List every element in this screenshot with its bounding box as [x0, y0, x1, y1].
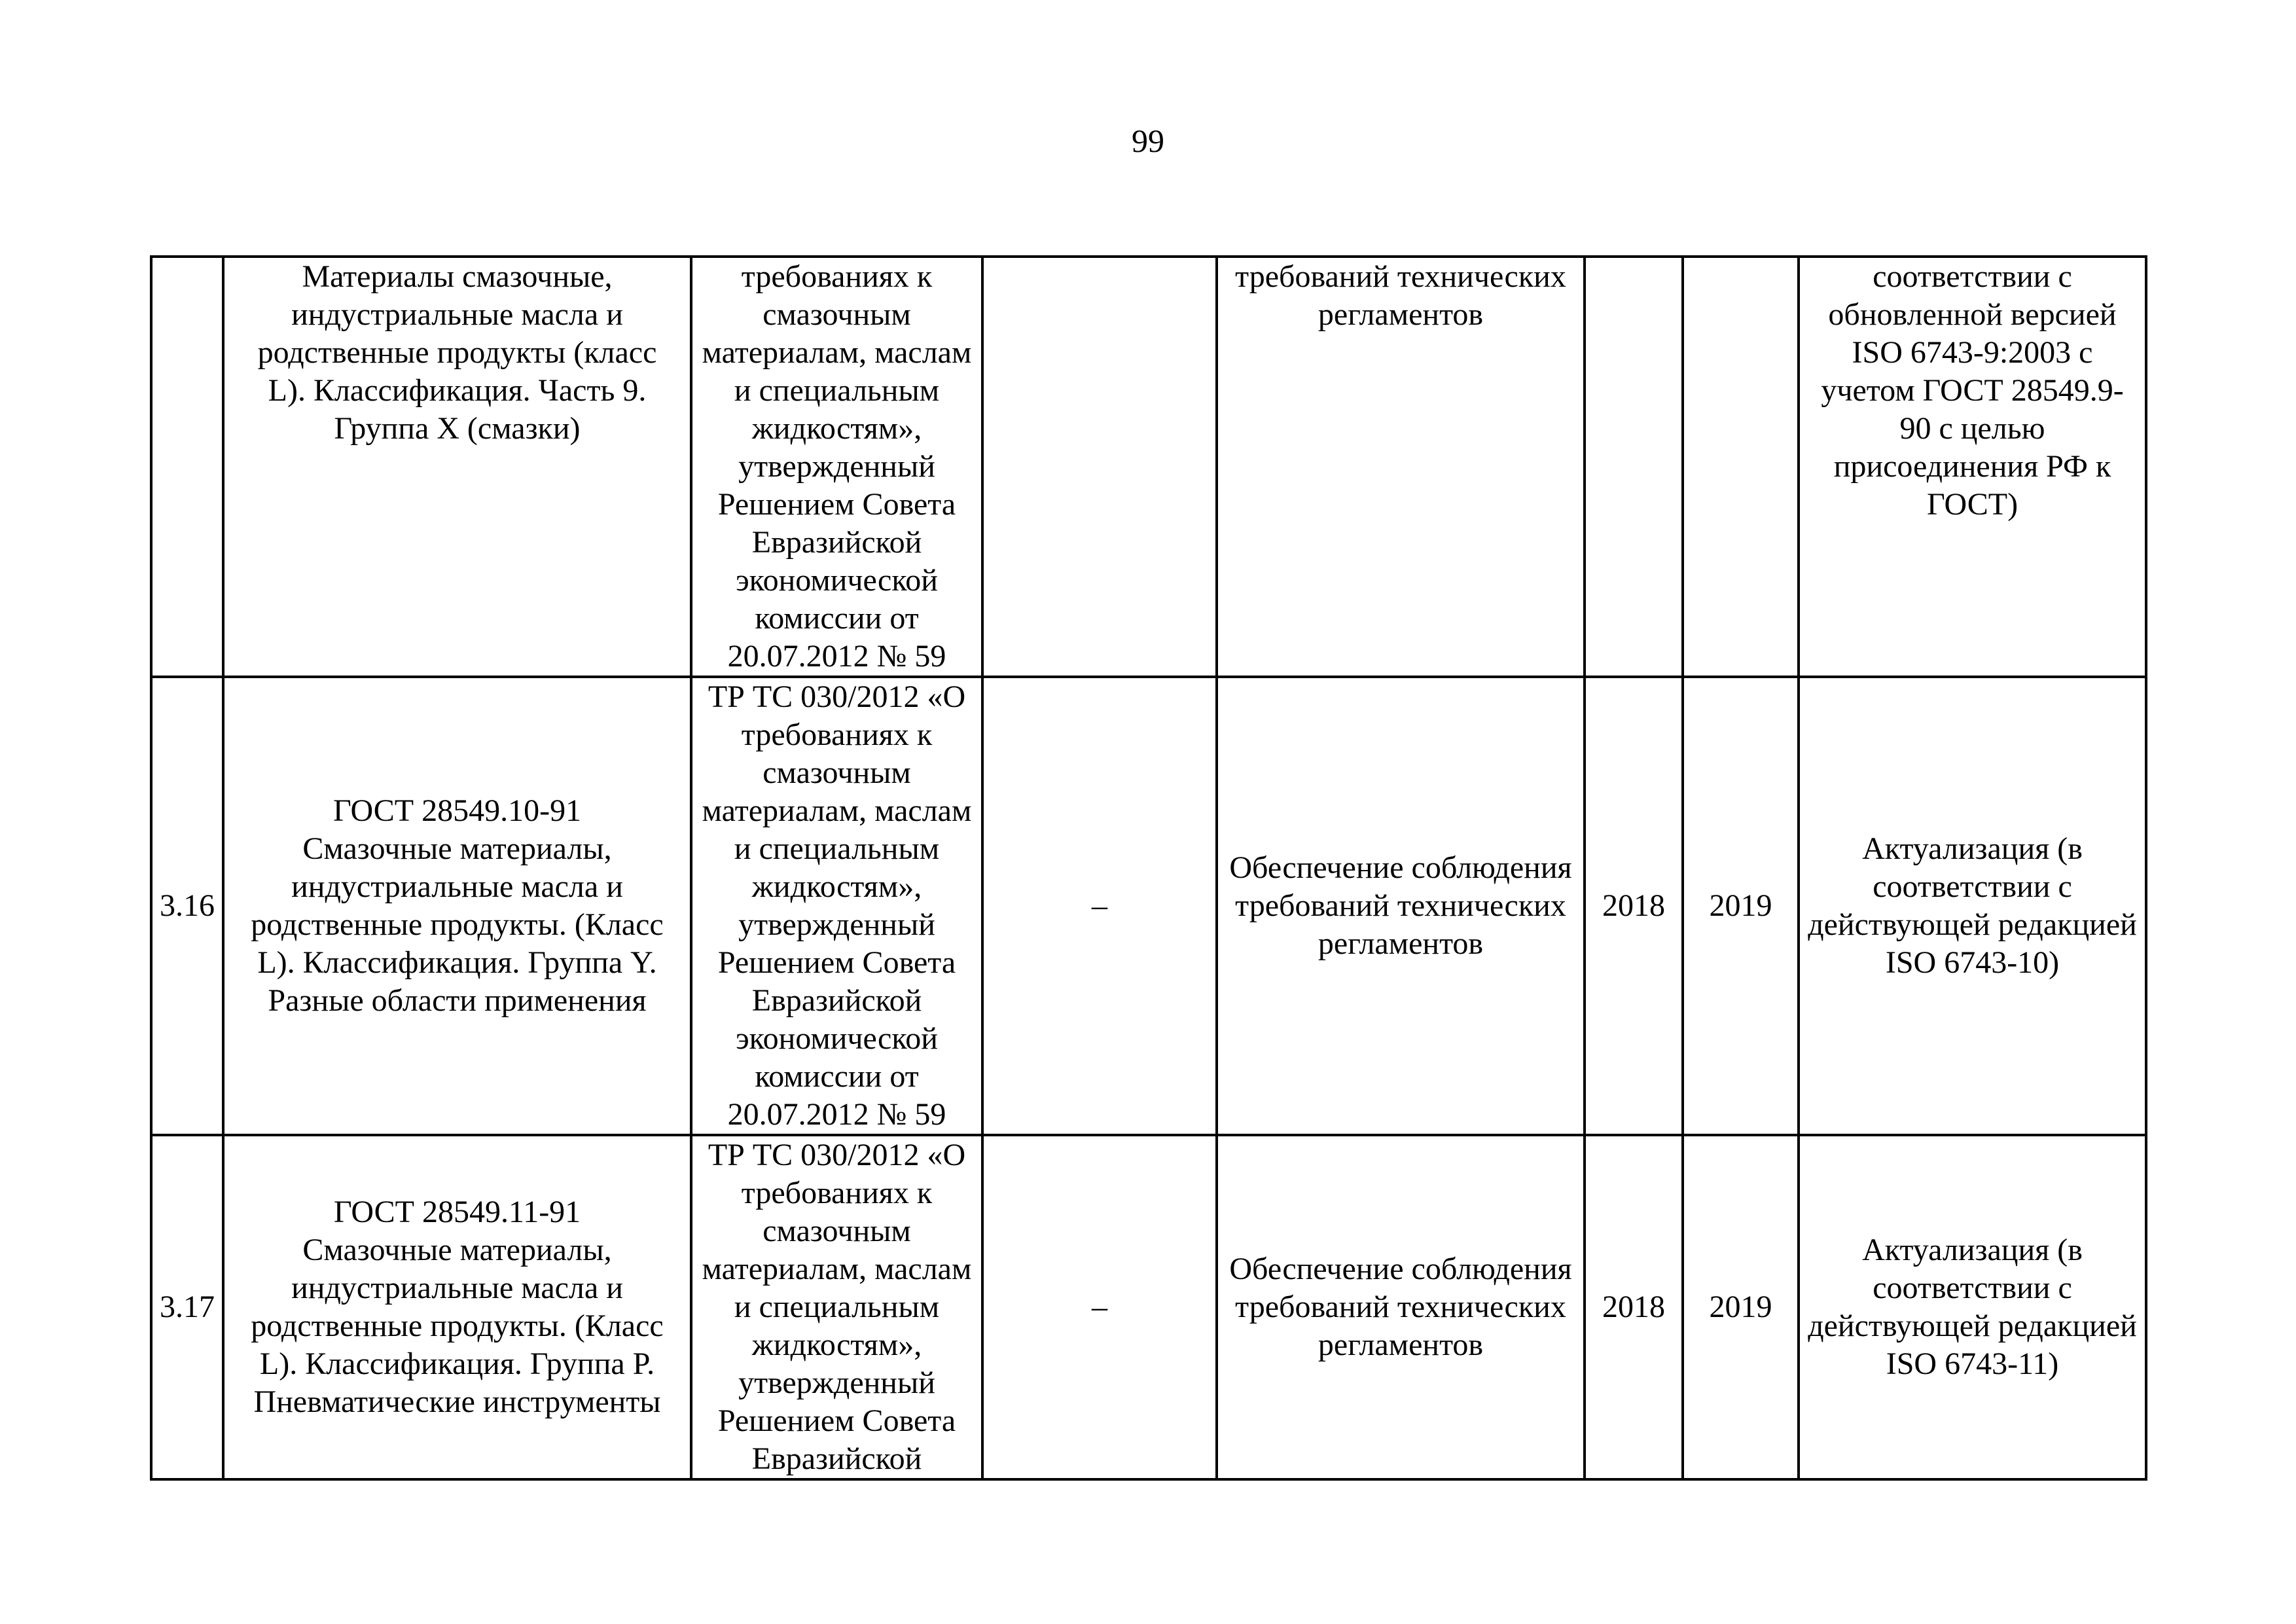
start-year-cell: [1585, 257, 1683, 677]
regulation-cell: ТР ТС 030/2012 «О требованиях к смазочным материалам, маслам и специальным жидкостям», утвержденный Решением Совета Евразийской экономической комиссии от 20.07.2012 № 59: [691, 677, 982, 1135]
standard-name-cell: ГОСТ 28549.11-91 Смазочные материалы, индустриальные масла и родственные продукты. (Класс L). Классификация. Группа P. Пневматические инструменты: [223, 1135, 691, 1479]
standards-table: [150, 255, 2147, 1481]
code-cell: –: [982, 677, 1217, 1135]
row-number-cell: 3.16: [151, 677, 223, 1135]
end-year-cell: [1683, 257, 1799, 677]
note-cell: Актуализация (в соответствии с действующей редакцией ISO 6743-11): [1799, 1135, 2146, 1479]
table-row: [151, 1135, 2146, 1479]
regulation-cell: требованиях к смазочным материалам, маслам и специальным жидкостям», утвержденный Решением Совета Евразийской экономической комиссии от 20.07.2012 № 59: [691, 257, 982, 677]
table-row: [151, 677, 2146, 1135]
table-row: [151, 257, 2146, 677]
end-year-cell: 2019: [1683, 677, 1799, 1135]
page-number: 99: [1132, 122, 1164, 159]
end-year-cell: 2019: [1683, 1135, 1799, 1479]
note-cell: соответствии с обновленной версией ISO 6743-9:2003 с учетом ГОСТ 28549.9- 90 с целью присоединения РФ к ГОСТ): [1799, 257, 2146, 677]
row-number-cell: 3.17: [151, 1135, 223, 1479]
code-cell: –: [982, 1135, 1217, 1479]
regulation-cell: ТР ТС 030/2012 «О требованиях к смазочным материалам, маслам и специальным жидкостям», утвержденный Решением Совета Евразийской: [691, 1135, 982, 1479]
note-cell: Актуализация (в соответствии с действующей редакцией ISO 6743-10): [1799, 677, 2146, 1135]
start-year-cell: 2018: [1585, 1135, 1683, 1479]
purpose-cell: требований технических регламентов: [1217, 257, 1585, 677]
standard-name-cell: Материалы смазочные, индустриальные масла и родственные продукты (класс L). Классификация. Часть 9. Группа X (смазки): [223, 257, 691, 677]
purpose-cell: Обеспечение соблюдения требований технических регламентов: [1217, 677, 1585, 1135]
purpose-cell: Обеспечение соблюдения требований технических регламентов: [1217, 1135, 1585, 1479]
row-number-cell: [151, 257, 223, 677]
standard-name-cell: ГОСТ 28549.10-91 Смазочные материалы, индустриальные масла и родственные продукты. (Класс L). Классификация. Группа Y. Разные области применения: [223, 677, 691, 1135]
start-year-cell: 2018: [1585, 677, 1683, 1135]
code-cell: [982, 257, 1217, 677]
